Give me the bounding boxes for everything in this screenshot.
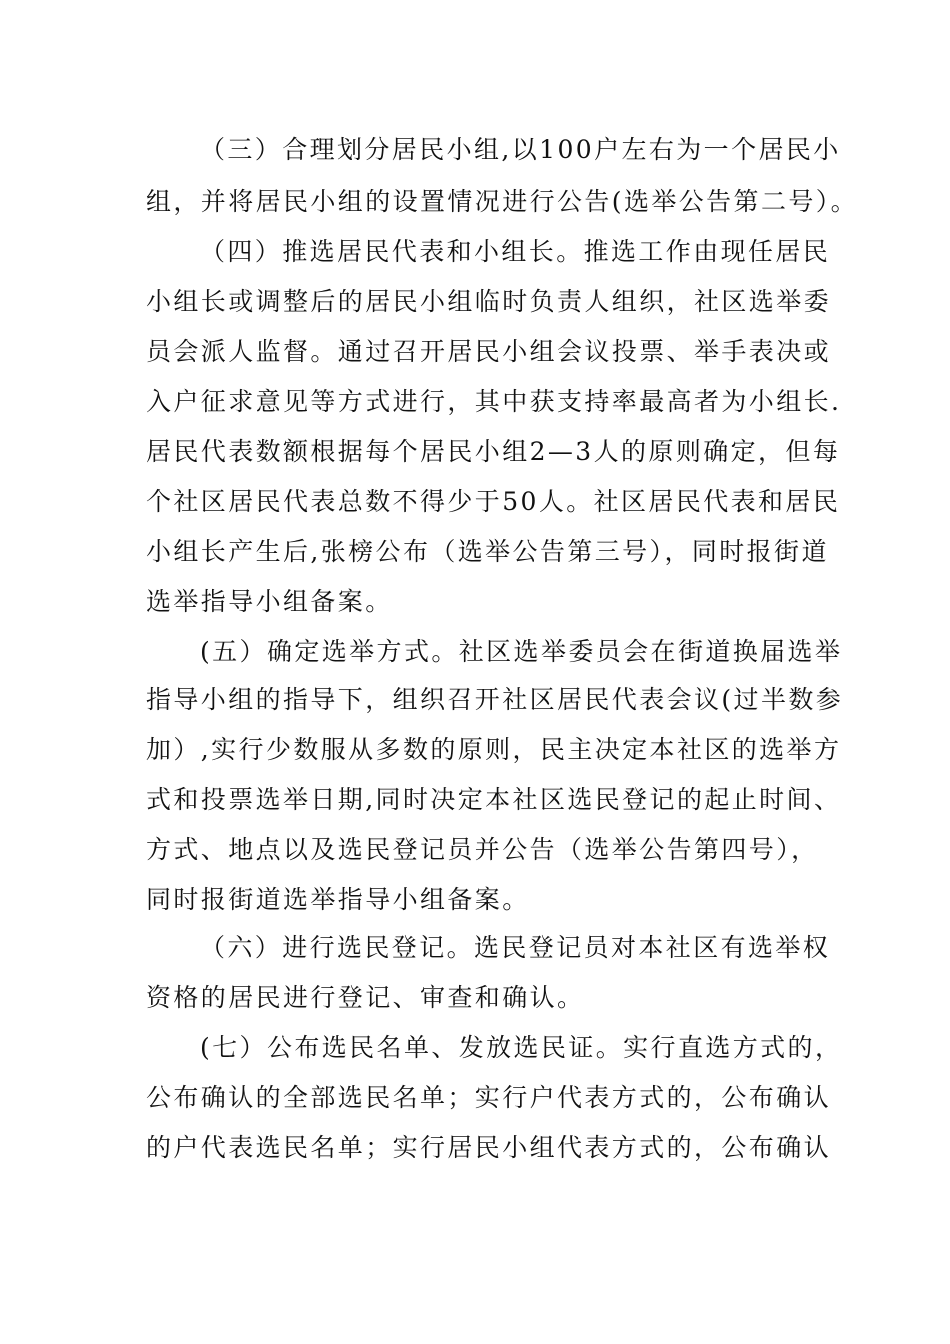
paragraph-5-line-4: 式和投票选举日期,同时决定本社区选民登记的起止时间、 bbox=[146, 785, 842, 814]
paragraph-7-line-2: 公布确认的全部选民名单；实行户代表方式的，公布确认 bbox=[146, 1083, 832, 1112]
paragraph-4-line-8: 选举指导小组备案。 bbox=[146, 587, 393, 616]
paragraph-4-line-1: （四）推选居民代表和小组长。推选工作由现任居民 bbox=[200, 237, 831, 266]
paragraph-7-line-3: 的户代表选民名单；实行居民小组代表方式的，公布确认 bbox=[146, 1133, 832, 1162]
paragraph-5-line-6: 同时报街道选举指导小组备案。 bbox=[146, 885, 530, 914]
paragraph-4-line-4: 入户征求意见等方式进行，其中获支持率最高者为小组长. bbox=[146, 387, 842, 416]
paragraph-5-line-1: (五）确定选举方式。社区选举委员会在街道换届选举 bbox=[200, 637, 843, 666]
paragraph-5-line-3: 加）,实行少数服从多数的原则，民主决定本社区的选举方 bbox=[146, 735, 842, 764]
paragraph-4-line-5: 居民代表数额根据每个居民小组2—3人的原则确定，但每 bbox=[146, 437, 841, 466]
paragraph-3-line-1: （三）合理划分居民小组,以100户左右为一个居民小 bbox=[200, 135, 841, 164]
paragraph-4-line-7: 小组长产生后,张榜公布（选举公告第三号），同时报街道 bbox=[146, 537, 829, 566]
paragraph-5-line-5: 方式、地点以及选民登记员并公告（选举公告第四号）， bbox=[146, 835, 819, 864]
paragraph-4-line-3: 员会派人监督。通过召开居民小组会议投票、举手表决或 bbox=[146, 337, 832, 366]
paragraph-5-line-2: 指导小组的指导下，组织召开社区居民代表会议(过半数参 bbox=[146, 685, 844, 714]
paragraph-6-line-2: 资格的居民进行登记、审查和确认。 bbox=[146, 983, 585, 1012]
paragraph-4-line-2: 小组长或调整后的居民小组临时负责人组织，社区选举委 bbox=[146, 287, 832, 316]
paragraph-4-line-6: 个社区居民代表总数不得少于50人。社区居民代表和居民 bbox=[146, 487, 841, 516]
paragraph-3-line-2: 组，并将居民小组的设置情况进行公告(选举公告第二号）。 bbox=[146, 187, 859, 216]
paragraph-6-line-1: （六）进行选民登记。选民登记员对本社区有选举权 bbox=[200, 933, 831, 962]
paragraph-7-line-1: (七）公布选民名单、发放选民证。实行直选方式的， bbox=[200, 1033, 843, 1062]
